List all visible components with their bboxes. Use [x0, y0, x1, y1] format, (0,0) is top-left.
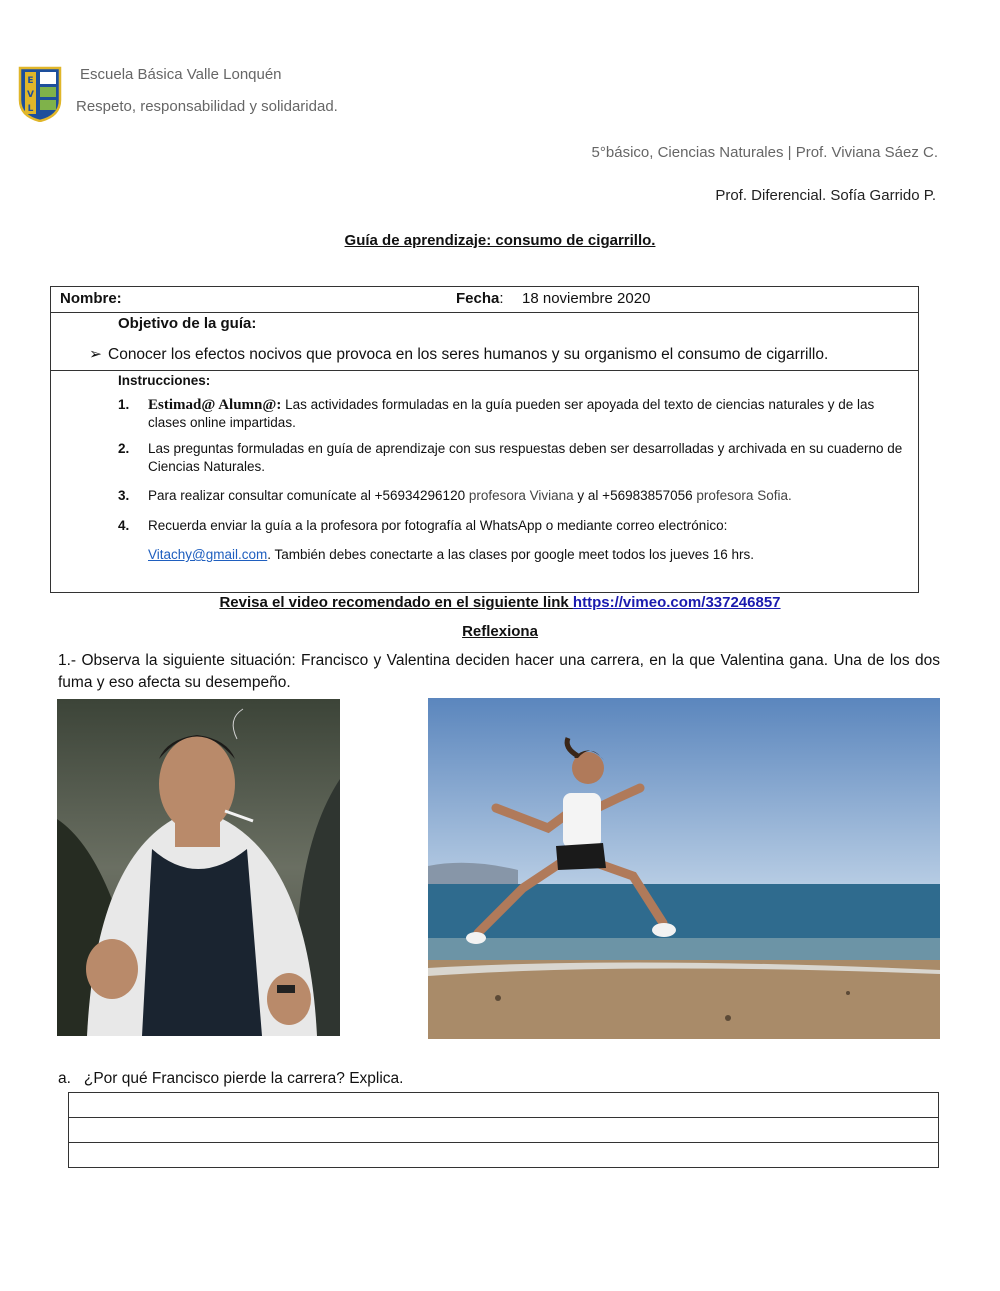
school-motto: Respeto, responsabilidad y solidaridad. — [76, 98, 338, 115]
prof-diferencial: Prof. Diferencial. Sofía Garrido P. — [715, 187, 936, 204]
fecha-label: Fecha: — [456, 290, 504, 307]
answer-line[interactable] — [69, 1143, 939, 1168]
fecha-value: 18 noviembre 2020 — [522, 290, 651, 307]
answer-table — [68, 1092, 939, 1168]
svg-text:E: E — [27, 76, 34, 86]
email-link[interactable]: Vitachy@gmail.com — [148, 547, 268, 562]
svg-text:L: L — [27, 104, 34, 114]
instruction-item: 2. Las preguntas formuladas en guía de aprendizaje con sus respuestas deben ser desarrolladas y archivada en su cuaderno de Ciencias Naturales. — [118, 441, 903, 474]
instruction-item: 1. Estimad@ Alumn@: Las actividades formuladas en la guía pueden ser apoyada del texto de ciencias naturales y de las clases online impartidas. — [118, 397, 875, 430]
instrucciones-label: Instrucciones: — [118, 373, 211, 388]
instruction-item: 3. Para realizar consultar comunícate al +56934296120 profesora Viviana y al +56983857056 profesora Sofia. — [118, 488, 792, 503]
objetivo-label: Objetivo de la guía: — [118, 315, 257, 332]
beach-runner-photo — [428, 698, 940, 1039]
video-link[interactable]: https://vimeo.com/337246857 — [572, 594, 781, 611]
video-line: Revisa el video recomendado en el siguiente link https://vimeo.com/337246857 — [219, 594, 781, 611]
smoking-runner-photo — [57, 699, 340, 1036]
nombre-label: Nombre: — [60, 290, 122, 307]
school-logo — [18, 66, 62, 122]
course-info: 5°básico, Ciencias Naturales | Prof. Viviana Sáez C. — [591, 144, 938, 161]
arrow-bullet-icon: ➢ — [89, 346, 102, 363]
reflexiona-heading: Reflexiona — [462, 623, 538, 640]
answer-line[interactable] — [69, 1093, 939, 1118]
question-a: a. ¿Por qué Francisco pierde la carrera? Explica. — [58, 1070, 404, 1087]
divider — [51, 370, 918, 371]
info-box — [50, 286, 919, 593]
answer-line[interactable] — [69, 1118, 939, 1143]
page-title: Guía de aprendizaje: consumo de cigarrillo. — [344, 232, 656, 249]
objetivo-text: ➢ Conocer los efectos nocivos que provoca en los seres humanos y su organismo el consumo de cigarrillo. — [89, 346, 829, 363]
name-date-row — [51, 287, 918, 313]
instruction-item-cont: Vitachy@gmail.com. También debes conectarte a las clases por google meet todos los jueves 16 hrs. — [148, 547, 755, 562]
question-1: 1.- Observa la siguiente situación: Francisco y Valentina deciden hacer una carrera, en la que Valentina gana. Una de los dos fuma y eso afecta su desempeño. — [58, 652, 940, 691]
instruction-item: 4. Recuerda enviar la guía a la profesora por fotografía al WhatsApp o mediante correo electrónico: — [118, 518, 728, 533]
school-name: Escuela Básica Valle Lonquén — [80, 66, 282, 83]
svg-text:V: V — [27, 90, 34, 100]
